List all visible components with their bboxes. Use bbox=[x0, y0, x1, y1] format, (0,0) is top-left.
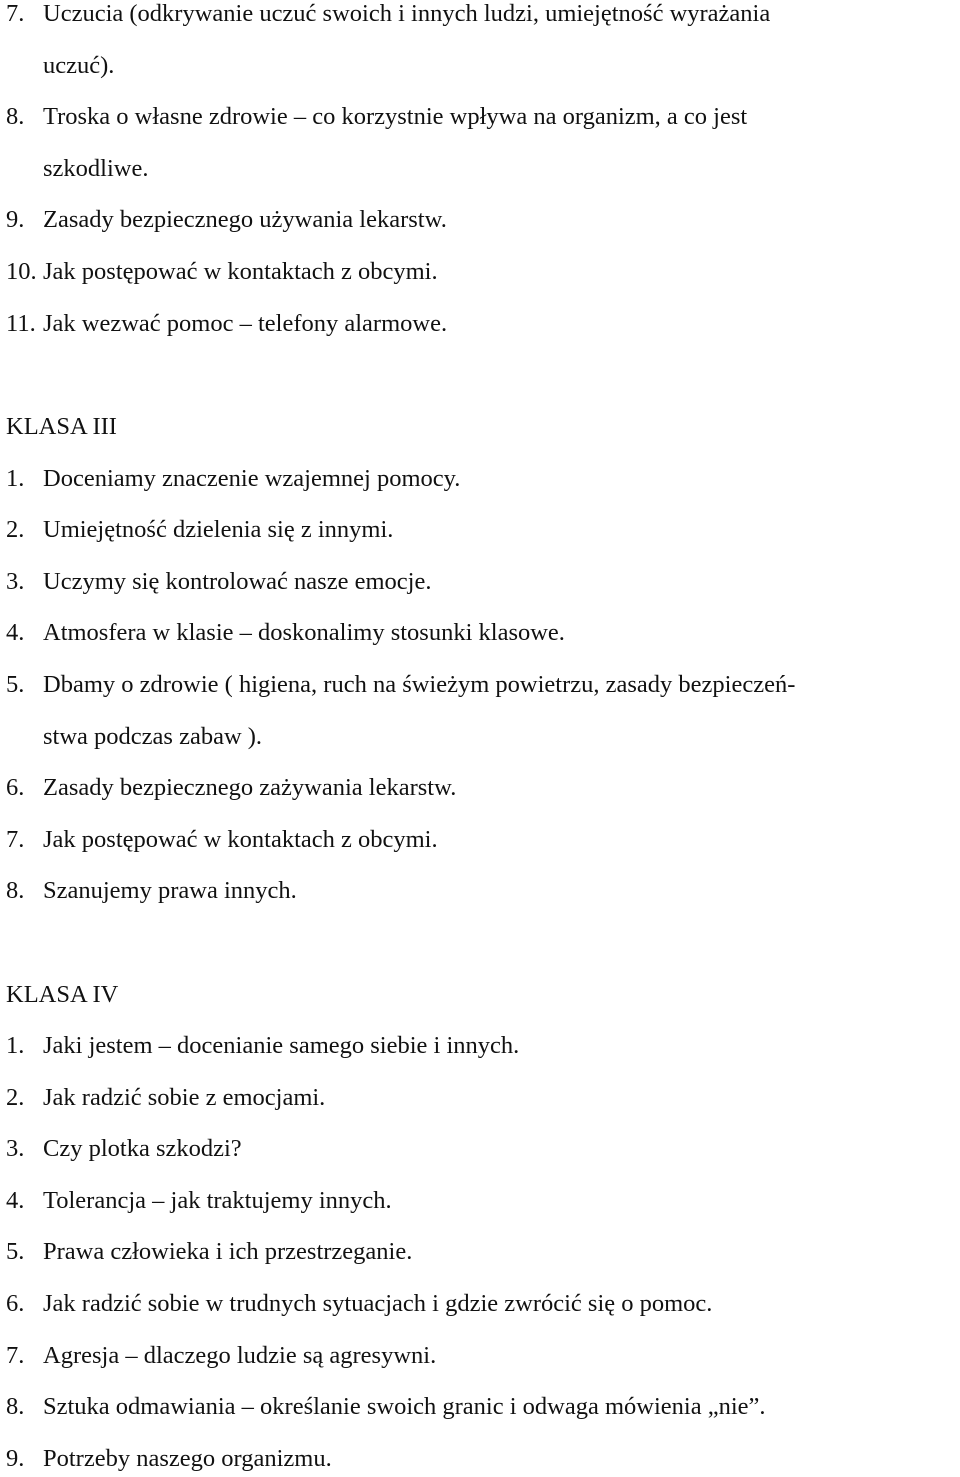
item-text: Umiejętność dzielenia się z innymi. bbox=[43, 516, 394, 543]
list-item bbox=[0, 1132, 960, 1166]
item-text: Prawa człowieka i ich przestrzeganie. bbox=[43, 1238, 413, 1265]
list-item bbox=[0, 203, 960, 237]
item-number: 10. bbox=[6, 258, 37, 285]
item-text: Jaki jestem – docenianie samego siebie i innych. bbox=[43, 1032, 520, 1059]
list-item bbox=[0, 1390, 960, 1424]
item-number: 7. bbox=[6, 0, 25, 27]
list-item bbox=[0, 874, 960, 908]
section-heading: KLASA III bbox=[6, 413, 117, 440]
list-item bbox=[0, 1029, 960, 1063]
section-heading-klasa-iv bbox=[0, 978, 960, 1012]
item-number: 2. bbox=[6, 1084, 25, 1111]
item-number: 3. bbox=[6, 568, 25, 595]
item-number: 4. bbox=[6, 619, 25, 646]
item-text: Agresja – dlaczego ludzie są agresywni. bbox=[43, 1342, 437, 1369]
item-text: Czy plotka szkodzi? bbox=[43, 1135, 242, 1162]
list-item bbox=[0, 0, 960, 31]
item-number: 6. bbox=[6, 1290, 25, 1317]
list-item bbox=[0, 100, 960, 134]
item-text: Zasady bezpiecznego zażywania lekarstw. bbox=[43, 774, 457, 801]
item-number: 3. bbox=[6, 1135, 25, 1162]
item-text: Uczucia (odkrywanie uczuć swoich i innych ludzi, umiejętność wyrażania bbox=[43, 0, 771, 27]
list-item bbox=[0, 513, 960, 547]
item-text: Zasady bezpiecznego używania lekarstw. bbox=[43, 206, 447, 233]
list-item bbox=[0, 307, 960, 341]
item-number: 8. bbox=[6, 103, 25, 130]
item-number: 8. bbox=[6, 877, 25, 904]
section-heading: KLASA IV bbox=[6, 981, 119, 1008]
list-item-continuation bbox=[0, 720, 960, 754]
item-text: Jak postępować w kontaktach z obcymi. bbox=[43, 826, 438, 853]
item-text: Doceniamy znaczenie wzajemnej pomocy. bbox=[43, 465, 461, 492]
item-number: 8. bbox=[6, 1393, 25, 1420]
item-text: Szanujemy prawa innych. bbox=[43, 877, 297, 904]
item-text: Atmosfera w klasie – doskonalimy stosunki klasowe. bbox=[43, 619, 565, 646]
list-item-continuation bbox=[0, 49, 960, 83]
item-number: 2. bbox=[6, 516, 25, 543]
item-text: Tolerancja – jak traktujemy innych. bbox=[43, 1187, 392, 1214]
item-text: Jak radzić sobie w trudnych sytuacjach i gdzie zwrócić się o pomoc. bbox=[43, 1290, 713, 1317]
item-number: 5. bbox=[6, 1238, 25, 1265]
list-item bbox=[0, 616, 960, 650]
item-text-continuation: uczuć). bbox=[43, 52, 115, 79]
item-text: Jak wezwać pomoc – telefony alarmowe. bbox=[43, 310, 448, 337]
item-text-continuation: stwa podczas zabaw ). bbox=[43, 723, 263, 750]
item-text: Sztuka odmawiania – określanie swoich granic i odwaga mówienia „nie”. bbox=[43, 1393, 766, 1420]
list-item bbox=[0, 565, 960, 599]
item-text: Potrzeby naszego organizmu. bbox=[43, 1445, 332, 1472]
list-item-continuation bbox=[0, 152, 960, 186]
list-item bbox=[0, 1442, 960, 1476]
list-item bbox=[0, 668, 960, 702]
item-number: 7. bbox=[6, 1342, 25, 1369]
item-number: 11. bbox=[6, 310, 36, 337]
list-item bbox=[0, 1287, 960, 1321]
item-number: 1. bbox=[6, 465, 25, 492]
item-text-continuation: szkodliwe. bbox=[43, 155, 149, 182]
section-heading-klasa-iii bbox=[0, 410, 960, 444]
item-number: 9. bbox=[6, 206, 25, 233]
item-number: 9. bbox=[6, 1445, 25, 1472]
list-item bbox=[0, 462, 960, 496]
list-item bbox=[0, 1184, 960, 1218]
item-text: Dbamy o zdrowie ( higiena, ruch na świeżym powietrzu, zasady bezpieczeń- bbox=[43, 671, 796, 698]
item-text: Jak postępować w kontaktach z obcymi. bbox=[43, 258, 438, 285]
item-number: 6. bbox=[6, 774, 25, 801]
list-item bbox=[0, 771, 960, 805]
item-number: 1. bbox=[6, 1032, 25, 1059]
item-number: 7. bbox=[6, 826, 25, 853]
list-item bbox=[0, 1235, 960, 1269]
list-item bbox=[0, 1081, 960, 1115]
item-text: Troska o własne zdrowie – co korzystnie wpływa na organizm, a co jest bbox=[43, 103, 748, 130]
item-number: 5. bbox=[6, 671, 25, 698]
list-item bbox=[0, 823, 960, 857]
item-number: 4. bbox=[6, 1187, 25, 1214]
item-text: Uczymy się kontrolować nasze emocje. bbox=[43, 568, 432, 595]
list-item bbox=[0, 255, 960, 289]
list-item bbox=[0, 1339, 960, 1373]
item-text: Jak radzić sobie z emocjami. bbox=[43, 1084, 326, 1111]
